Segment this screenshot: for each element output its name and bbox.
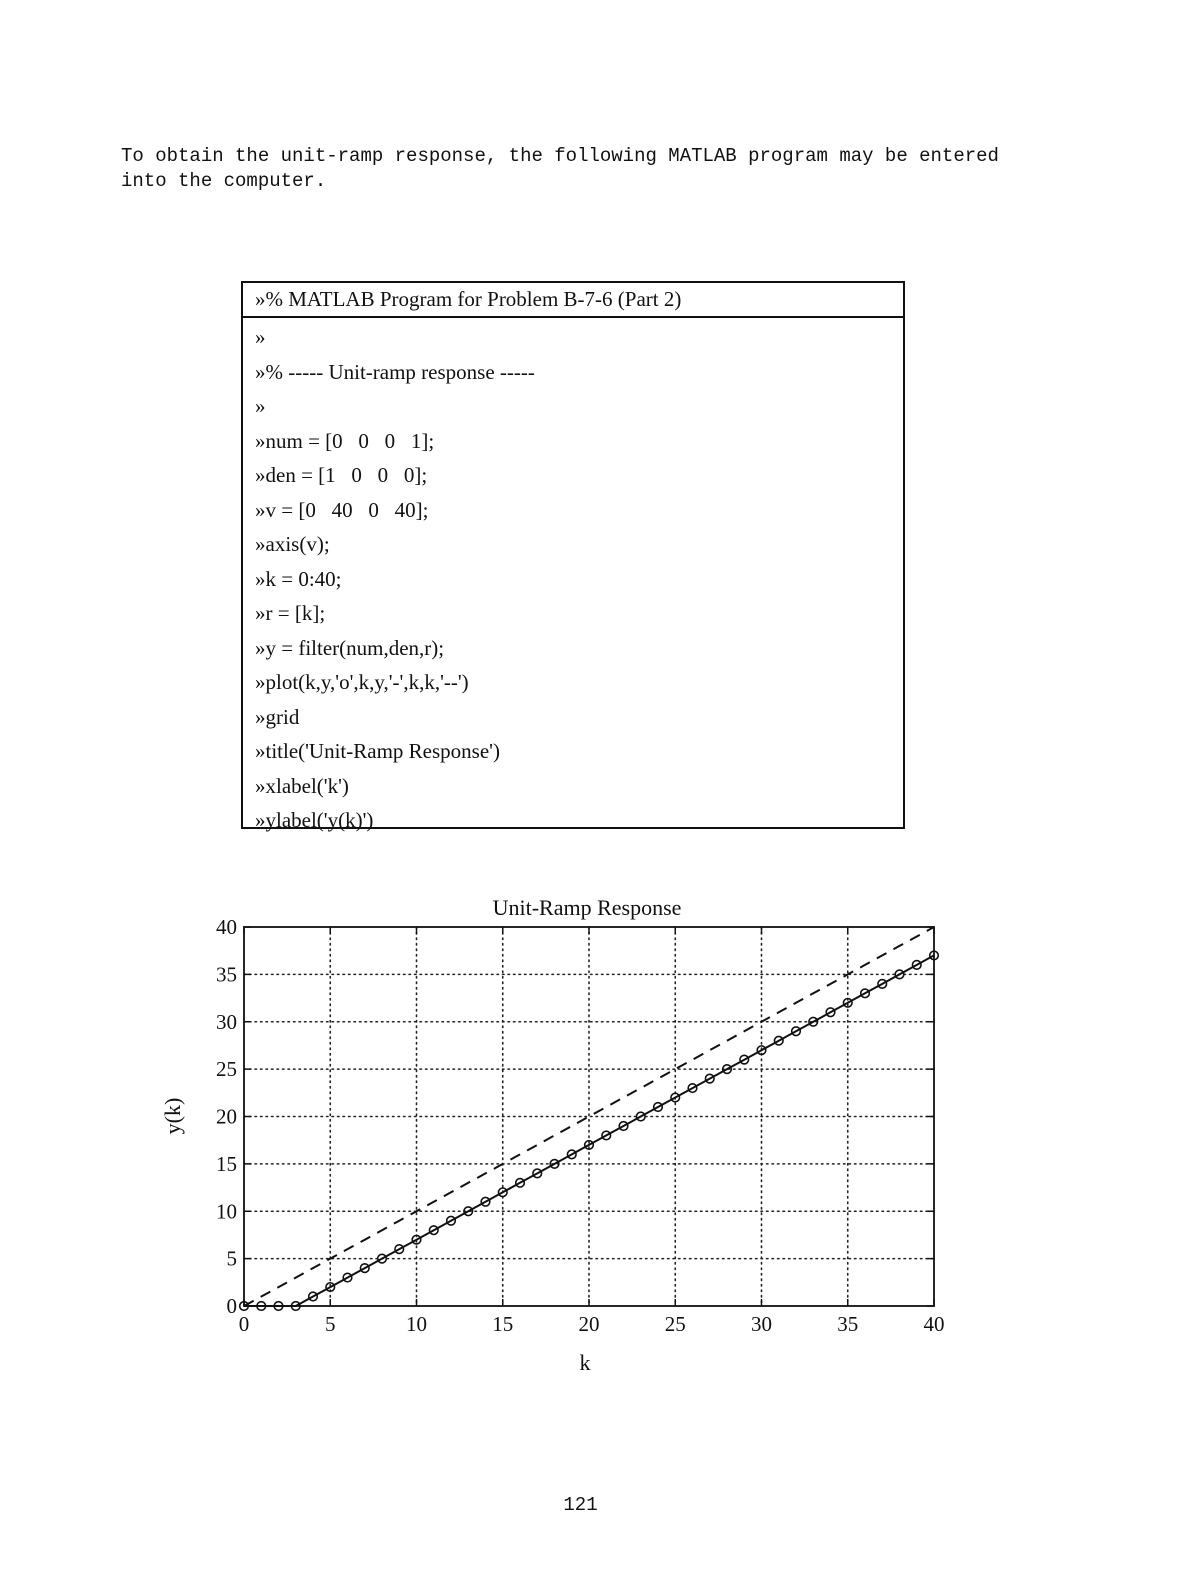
matlab-program-box <box>241 281 905 832</box>
code-line: »v = [0 40 0 40]; <box>255 497 429 522</box>
intro-line-2: into the computer. <box>121 170 327 192</box>
y-tick-label: 0 <box>226 1294 237 1318</box>
x-tick-label: 10 <box>406 1312 427 1336</box>
y-tick-label: 40 <box>216 915 237 939</box>
intro-line-1: To obtain the unit-ramp response, the following MATLAB program may be entered <box>121 145 999 167</box>
page-number: 121 <box>563 1494 598 1516</box>
chart-title: Unit-Ramp Response <box>492 895 682 920</box>
y-tick-label: 35 <box>216 962 237 987</box>
program-body <box>243 318 903 838</box>
y-tick-label: 20 <box>216 1104 237 1129</box>
axes-layer <box>216 915 945 1336</box>
x-tick-label: 0 <box>238 1312 250 1336</box>
chart-ylabel: y(k) <box>160 1097 185 1135</box>
code-line: »ylabel('y(k)') <box>255 808 374 832</box>
y-tick-label: 5 <box>226 1246 237 1271</box>
code-line: » <box>255 394 266 418</box>
code-line: »% ----- Unit-ramp response ----- <box>255 359 535 384</box>
chart-xlabel: k <box>579 1350 591 1375</box>
chart-svg <box>150 890 970 1390</box>
y-tick-label: 10 <box>216 1199 237 1224</box>
x-tick-label: 5 <box>325 1312 336 1336</box>
x-tick-label: 15 <box>492 1312 514 1336</box>
y-tick-label: 25 <box>216 1057 237 1082</box>
unit-ramp-chart <box>150 890 970 1390</box>
x-tick-label: 35 <box>837 1312 859 1336</box>
code-line: »r = [k]; <box>255 601 326 625</box>
code-line: »title('Unit-Ramp Response') <box>255 739 500 763</box>
program-header: »% MATLAB Program for Problem B-7-6 (Part 2) <box>243 283 903 318</box>
code-line: »y = filter(num,den,r); <box>255 635 445 660</box>
y-tick-label: 15 <box>216 1151 237 1176</box>
code-line: »xlabel('k') <box>255 773 349 798</box>
x-tick-label: 30 <box>751 1312 772 1336</box>
code-line: » <box>255 325 266 349</box>
y-tick-label: 30 <box>216 1009 237 1034</box>
intro-paragraph <box>121 144 1081 194</box>
x-tick-label: 25 <box>664 1312 686 1336</box>
code-line: »plot(k,y,'o',k,y,'-',k,k,'--') <box>255 670 469 694</box>
code-line: »den = [1 0 0 0]; <box>255 463 428 487</box>
code-line: »axis(v); <box>255 532 330 556</box>
code-line: »num = [0 0 0 1]; <box>255 428 435 453</box>
x-tick-label: 40 <box>923 1312 945 1336</box>
x-tick-label: 20 <box>578 1312 600 1336</box>
code-line: »k = 0:40; <box>255 566 342 591</box>
code-line: »grid <box>255 704 300 729</box>
